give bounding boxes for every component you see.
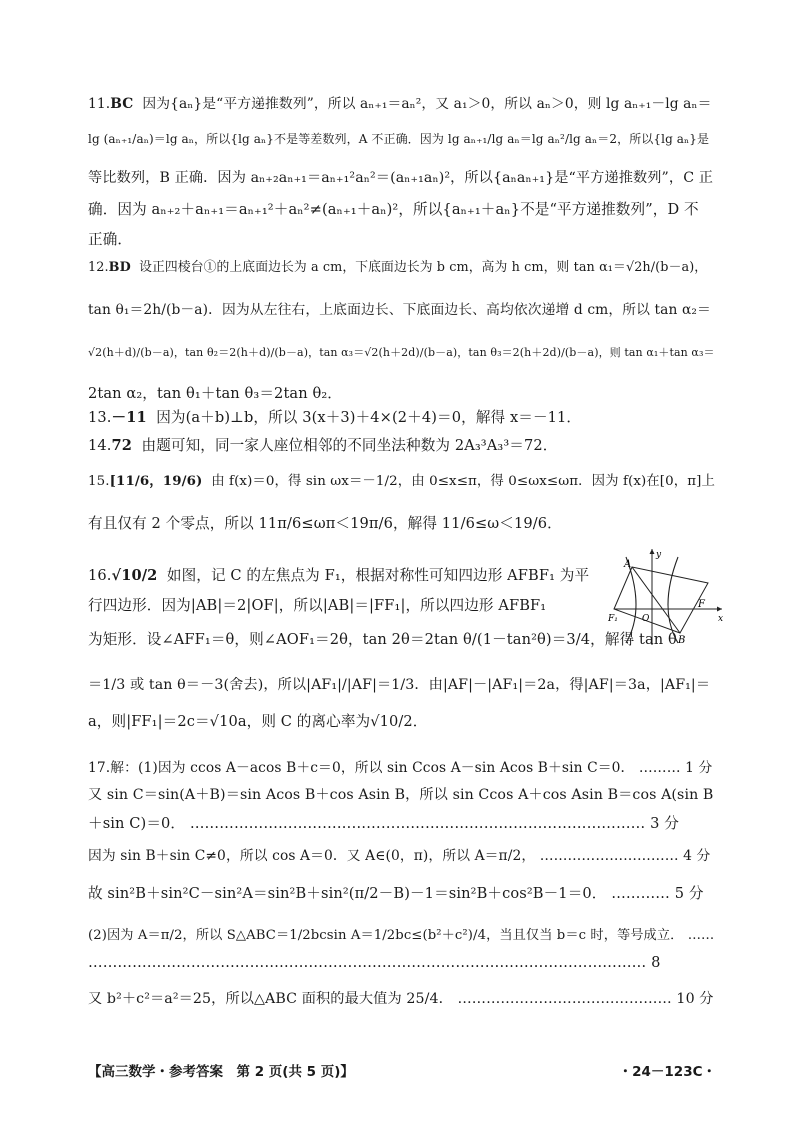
problem-11-line-4: 确．因为 aₙ₊₂＋aₙ₊₁＝aₙ₊₁²＋aₙ²≠(aₙ₊₁＋aₙ)²，所以{aₙ₊₁＋aₙ}不是“平方递推数列”，D 不 [88,201,699,218]
problem-17-line-5: 故 sin²B＋sin²C－sin²A＝sin²B＋sin²(π/2－B)－1＝sin²B＋cos²B－1＝0． ………… 5 分 [88,885,704,902]
problem-16-line-2: 行四边形．因为|AB|＝2|OF|，所以|AB|＝|FF₁|，所以四边形 AFBF₁ [88,597,547,614]
problem-14-line-1 [88,434,557,455]
solution-text: 因为(a＋b)⊥b，所以 3(x＋3)＋4×(2＋4)＝0，解得 x＝－11． [156,409,582,426]
label-y: y [656,550,662,560]
y-axis-arrow [650,549,655,554]
x-axis-arrow [717,607,722,612]
label-a: A [624,559,632,570]
footer-page-info: 【高三数学・参考答案 第 2 页(共 5 页)】 [88,1064,354,1080]
problem-number: 14. [88,437,112,454]
rectangle-afbf1 [614,567,708,633]
hyperbola-figure [608,547,726,647]
solution-text: 设正四棱台①的上底面边长为 a cm，下底面边长为 b cm，高为 h cm，则 tan α₁＝√2h/(b－a)， [139,260,708,275]
problem-11-line-2: lg (aₙ₊₁/aₙ)＝lg aₙ，所以{lg aₙ}不是等差数列，A 不正确．因为 lg aₙ₊₁/lg aₙ＝lg aₙ²/lg aₙ＝2，所以{lg aₙ}是 [88,132,710,146]
problem-16-line-1 [88,564,589,585]
problem-16-line-4: ＝1/3 或 tan θ＝－3(舍去)，所以|AF₁|/|AF|＝1/3．由|AF|－|AF₁|＝2a，得|AF|＝3a，|AF₁|＝ [88,677,711,693]
problem-13-line-1 [88,406,581,427]
problem-12-line-2: tan θ₁＝2h/(b－a)．因为从左往右，上底面边长、下底面边长、高均依次递增 d cm，所以 tan α₂＝ [88,302,711,318]
page-footer [88,1060,716,1086]
problem-answer: 72 [111,437,133,454]
problem-17-line-8: 又 b²＋c²＝a²＝25，所以△ABC 面积的最大值为 25/4． ……………………………………… 10 分 [88,991,714,1007]
solution-text: 由 f(x)＝0，得 sin ωx＝－1/2，由 0≤x≤π，得 0≤ωx≤ωπ．因为 f(x)在[0，π]上 [211,474,715,489]
footer-code: ・24－123C・ [618,1064,716,1080]
label-b: B [678,635,686,646]
problem-number: 15. [88,474,110,489]
problem-17-line-2: 又 sin C＝sin(A＋B)＝sin Acos B＋cos Asin B，所以 sin Ccos A＋cos Asin B＝cos A(sin B [88,787,714,803]
label-o: O [642,614,650,624]
solution-text: 如图，记 C 的左焦点为 F₁，根据对称性可知四边形 AFBF₁ 为平 [166,567,590,584]
problem-12-line-1 [88,256,707,275]
label-f1: F₁ [608,614,618,624]
solution-text: 由题可知，同一家人座位相邻的不同坐法种数为 2A₃³A₃³＝72． [141,437,558,454]
problem-number: 13. [88,409,112,426]
problem-12-line-3: √2(h＋d)/(b－a)，tan θ₂＝2(h＋d)/(b－a)，tan α₃＝√2(h＋2d)/(b－a)，tan θ₃＝2(h＋2d)/(b－a)，则 tan α₁＋tan α₃＝ [88,346,715,359]
problem-number: 17. [88,760,111,776]
problem-number: 16. [88,567,112,584]
problem-17-line-3: ＋sin C)＝0． ………………………………………………………………………………… 3 分 [88,815,679,832]
problem-11-line-5: 正确． [88,231,133,248]
problem-16-line-5: a，则|FF₁|＝2c＝√10a，则 C 的离心率为√10/2． [88,713,428,730]
label-x: x [718,614,724,624]
problem-number: 12. [88,260,109,275]
problem-17-line-4: 因为 sin B＋sin C≠0，所以 cos A＝0．又 A∈(0，π)，所以 A＝π/2， ………………………… 4 分 [88,848,711,864]
problem-answer: －11 [111,409,147,426]
problem-17-line-1 [88,756,712,776]
problem-16-line-3: 为矩形．设∠AFF₁＝θ，则∠AOF₁＝2θ，tan 2θ＝2tan θ/(1－tan²θ)＝3/4，解得 tan θ [88,631,677,648]
solution-text: 解：(1)因为 ccos A－acos B＋c＝0，所以 sin Ccos A－sin Acos B＋sin C＝0． ……… 1 分 [110,760,713,776]
solution-text: 因为{aₙ}是“平方递推数列”，所以 aₙ₊₁＝aₙ²，又 a₁＞0，所以 aₙ＞0，则 lg aₙ₊₁－lg aₙ＝ [142,96,712,112]
problem-answer: BC [110,96,134,112]
diagonal-ab [632,567,680,633]
problem-15-line-2: 有且仅有 2 个零点，所以 11π/6≤ωπ＜19π/6，解得 11/6≤ω＜19/6． [88,515,562,532]
problem-answer: √10/2 [111,567,158,584]
problem-17-line-6: (2)因为 A＝π/2，所以 S△ABC＝1/2bcsin A＝1/2bc≤(b²＋c²)/4，当且仅当 b＝c 时，等号成立． …… [88,928,715,943]
problem-15-line-1 [88,470,715,489]
problem-11-line-3: 等比数列，B 正确．因为 aₙ₊₂aₙ₊₁＝aₙ₊₁²aₙ²＝(aₙ₊₁aₙ)²，所以{aₙaₙ₊₁}是“平方递推数列”，C 正 [88,170,714,186]
problem-number: 11. [88,96,111,112]
problem-12-line-4: 2tan α₂，tan θ₁＋tan θ₃＝2tan θ₂． [88,385,342,402]
problem-answer: BD [108,260,131,275]
problem-11-line-1 [88,92,711,112]
problem-answer: [11/6，19/6) [109,473,203,489]
label-f: F [698,599,705,610]
problem-17-line-7: …………………………………………………………………………………………………… 8 [88,954,661,971]
